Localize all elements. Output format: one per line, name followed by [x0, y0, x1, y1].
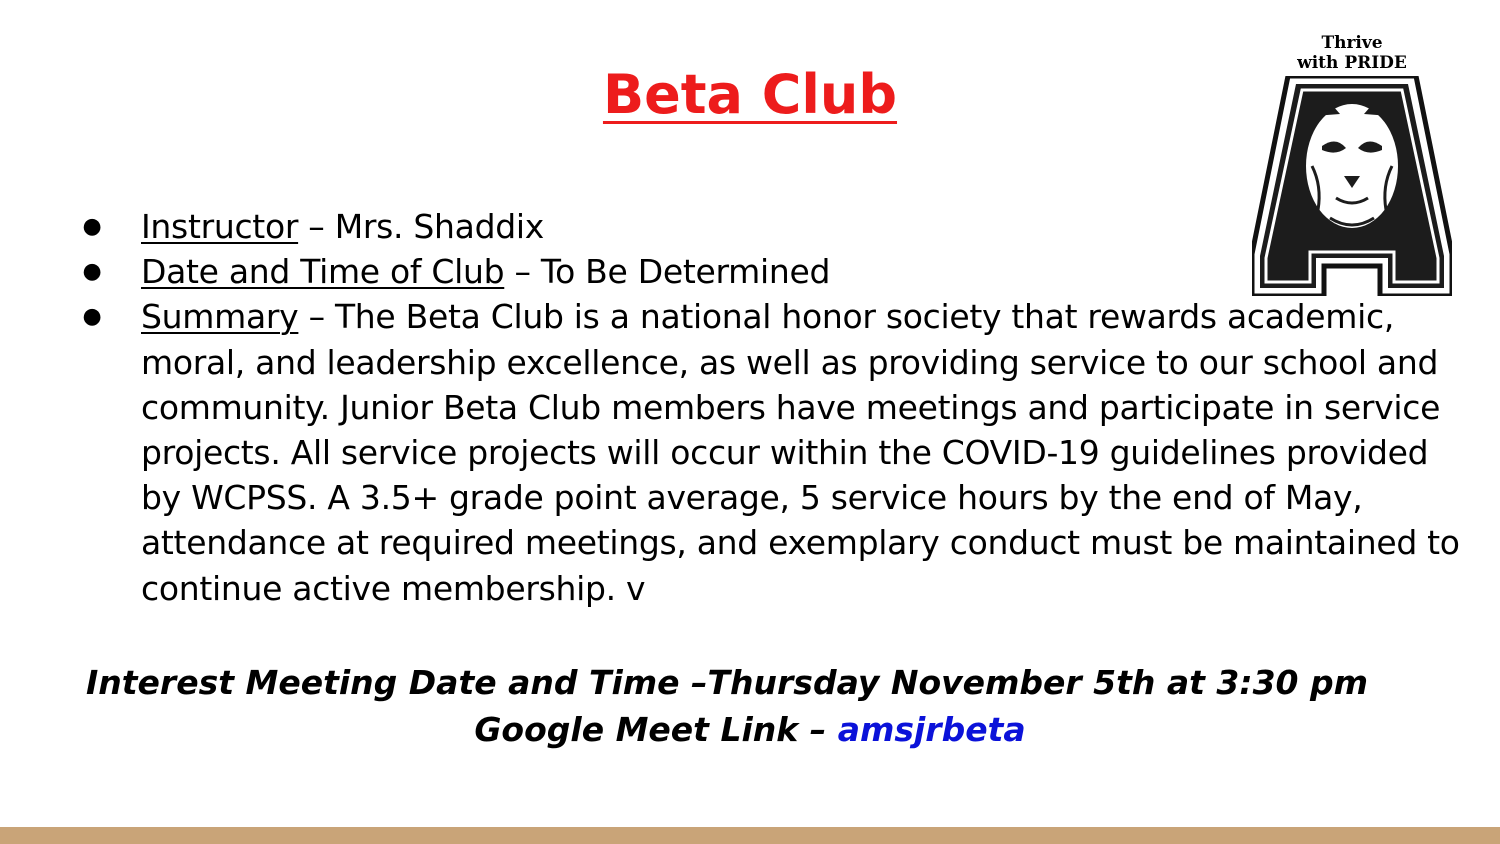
list-item-instructor: [80, 204, 1460, 249]
club-info-list: [80, 204, 1460, 611]
logo-caption-pride: with PRIDE: [1297, 53, 1407, 73]
google-meet-line: [0, 707, 1500, 753]
list-item-date-time: [80, 249, 1460, 294]
bullet-icon: ●: [82, 214, 102, 239]
google-meet-link[interactable]: amsjrbeta: [837, 710, 1026, 749]
google-meet-label: Google Meet Link –: [474, 710, 838, 749]
interest-meeting-info: Interest Meeting Date and Time –Thursday November 5th at 3:30 pm: [86, 663, 1368, 702]
bottom-accent-bar: [0, 827, 1500, 844]
date-time-value: – To Be Determined: [504, 252, 831, 292]
logo-caption-thrive: Thrive: [1321, 33, 1383, 53]
instructor-value: – Mrs. Shaddix: [298, 207, 544, 246]
summary-text: – The Beta Club is a national honor society that rewards academic, moral, and leadership excellence, as well as providing service to our school and community. Junior Beta Club members have meetings and participate in service projects. All service projects will occur within the COVID-19 guidelines provided by WCPSS. A 3.5+ grade point average, 5 service hours by the end of May, attendance at required meetings, and exemplary conduct must be maintained to continue active membership. v: [141, 297, 1460, 608]
bullet-icon: ●: [82, 304, 102, 330]
date-time-label: Date and Time of Club: [141, 252, 505, 292]
page-title: Beta Club: [602, 63, 898, 126]
instructor-label: Instructor: [141, 207, 299, 246]
summary-label: Summary: [141, 297, 299, 337]
list-item-summary: [80, 294, 1460, 610]
bullet-icon: ●: [82, 259, 102, 285]
